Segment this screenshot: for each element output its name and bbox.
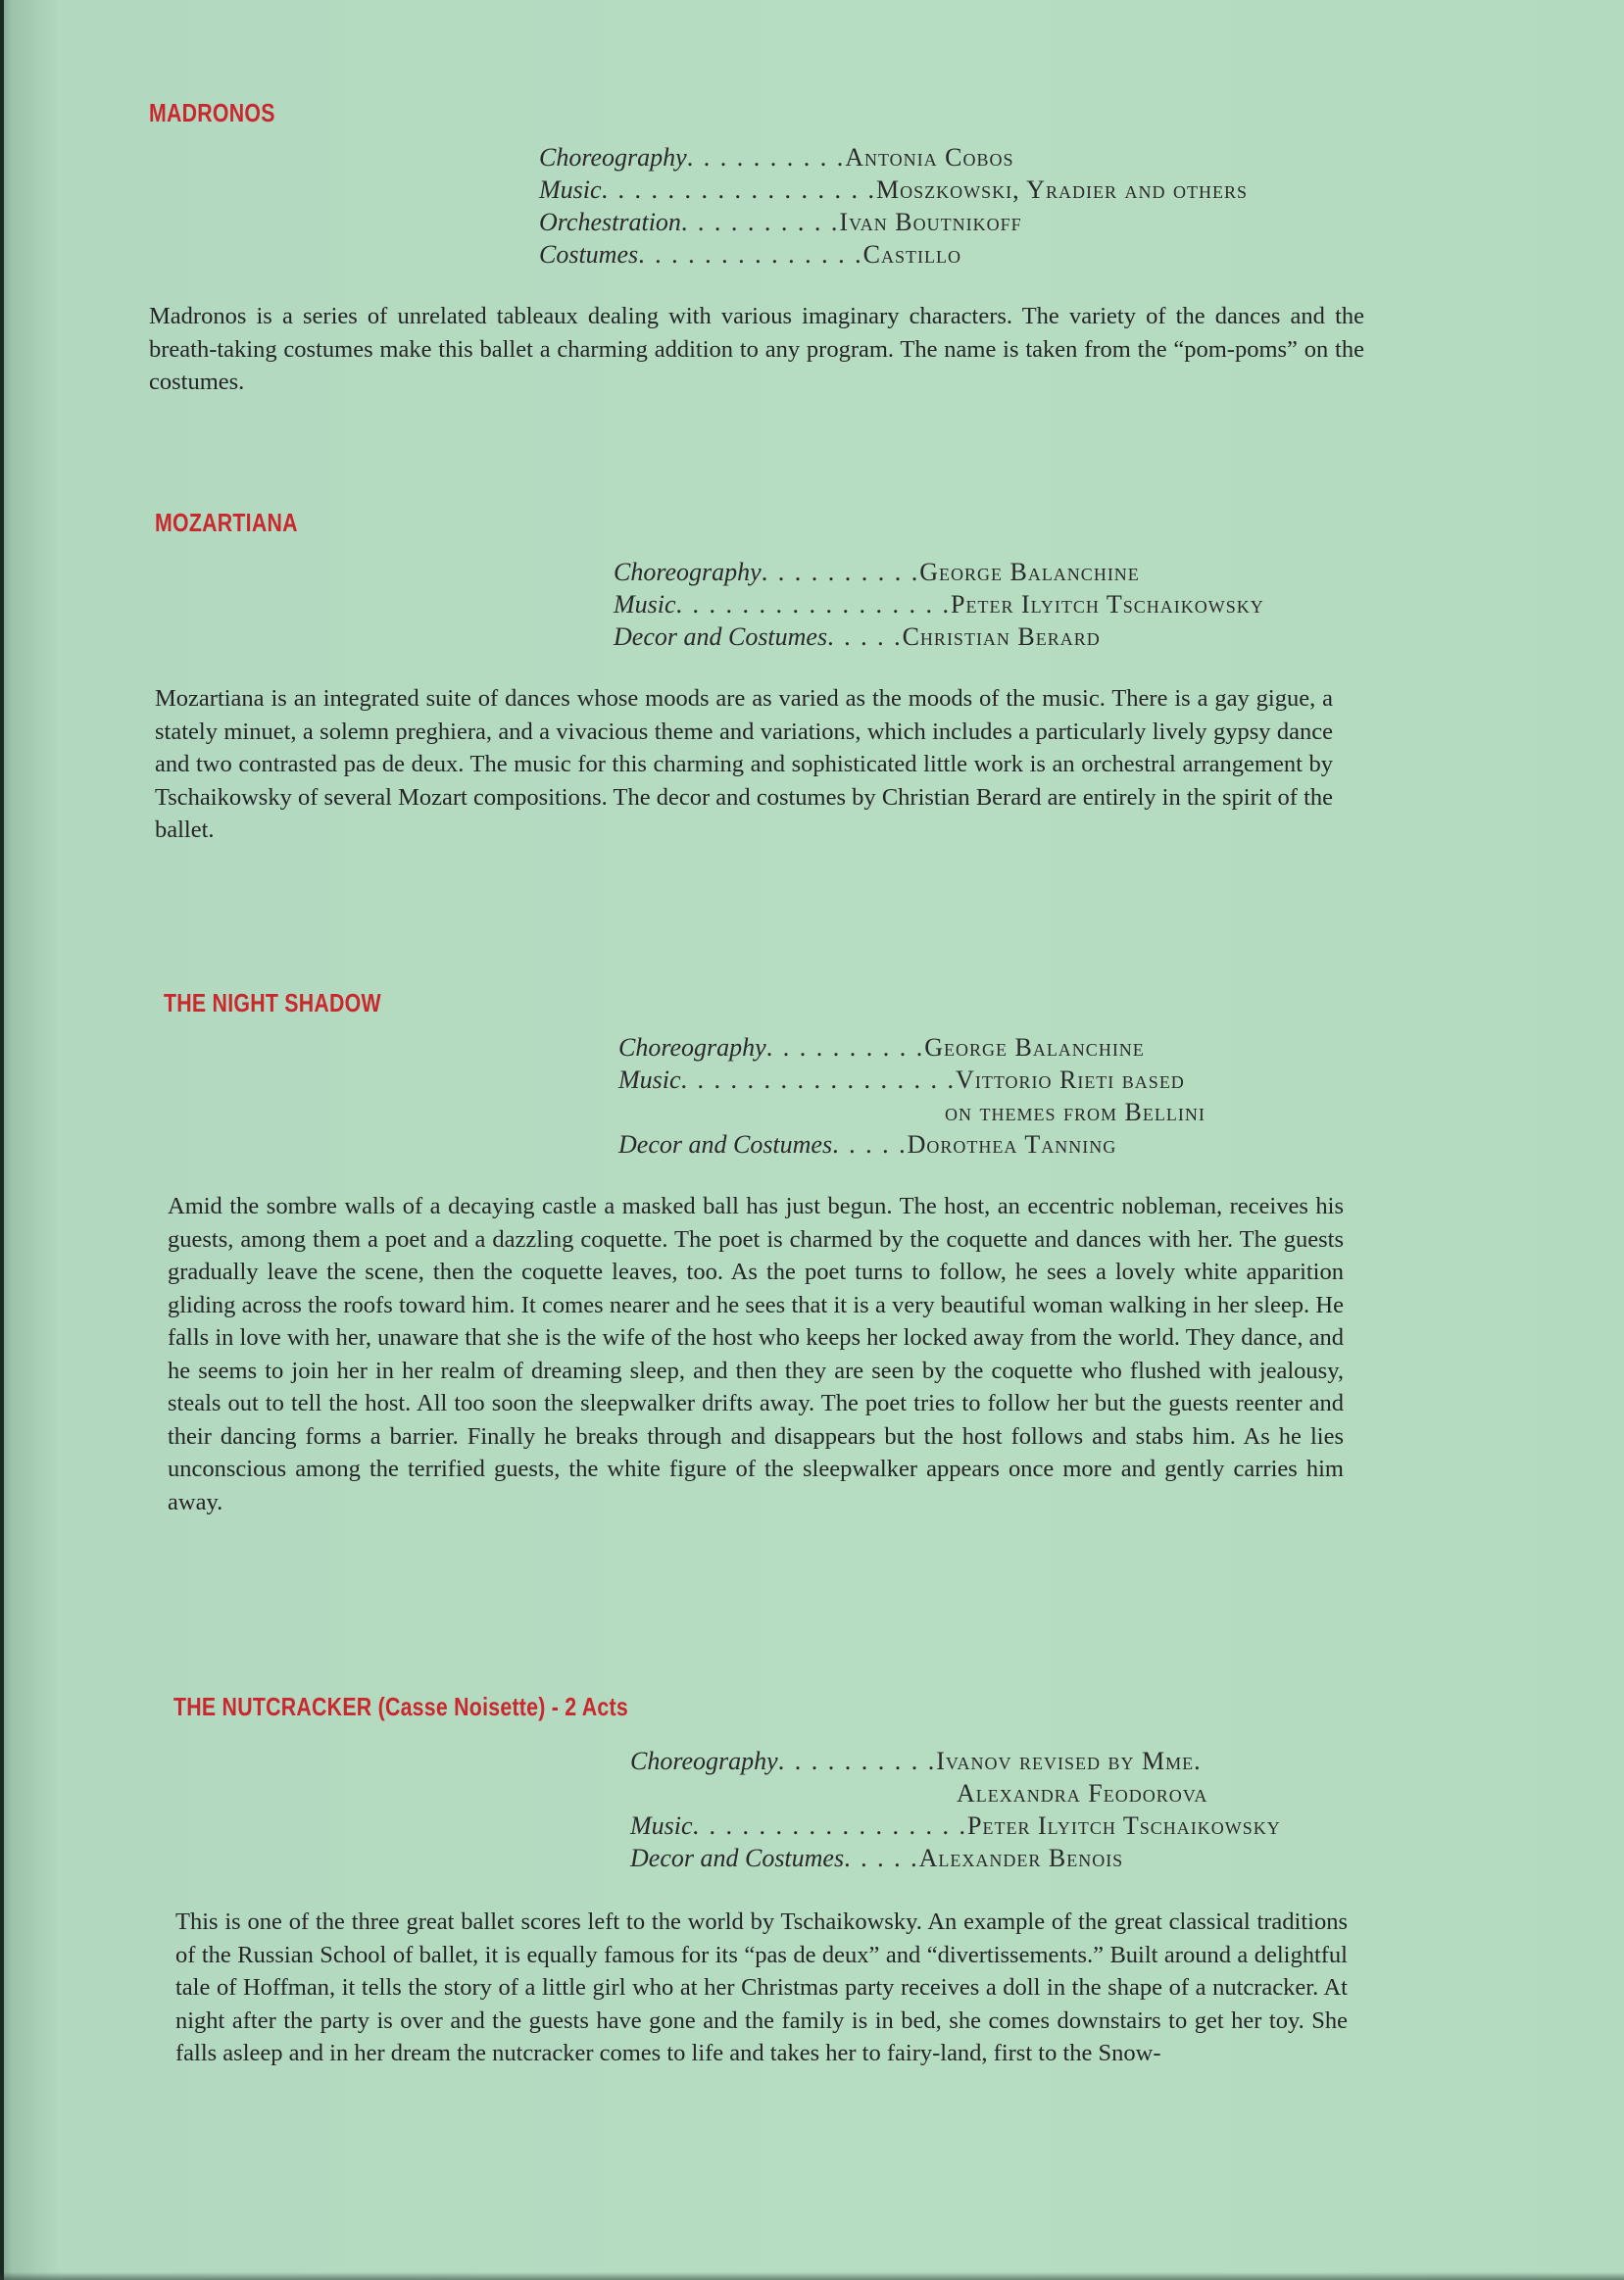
credit-name: Vittorio Rieti based — [956, 1066, 1185, 1094]
page-spine-edge — [0, 0, 4, 2280]
credit-row — [618, 1128, 1206, 1161]
dot-leader: . . . . . . . . . . — [761, 558, 920, 586]
dot-leader: . . . . . . . . . . — [686, 143, 846, 172]
dot-leader: . . . . . — [844, 1844, 919, 1872]
dot-leader: . . . . . . . . . . . . . . . . . — [601, 175, 877, 204]
dot-leader: . . . . . . . . . . . . . . — [638, 240, 863, 269]
credit-row — [614, 620, 1264, 653]
dot-leader: . . . . . . . . . . — [765, 1033, 925, 1062]
credit-name: George Balanchine — [919, 558, 1140, 586]
credit-role: Choreography — [630, 1747, 778, 1775]
credit-name: Ivan Boutnikoff — [839, 208, 1022, 236]
dot-leader: . . . . . — [832, 1130, 908, 1159]
dot-leader: . . . . . . . . . . — [680, 208, 840, 236]
credit-name: Antonia Cobos — [845, 143, 1014, 172]
credit-role: Costumes — [539, 240, 639, 269]
credit-role: Decor and Costumes — [614, 622, 828, 651]
credits-list — [630, 1745, 1281, 1874]
credit-name: Dorothea Tanning — [907, 1130, 1117, 1159]
credit-name: Ivanov revised by Mme. — [936, 1747, 1202, 1775]
credit-row — [539, 238, 1248, 271]
credit-name: Alexander Benois — [918, 1844, 1124, 1872]
section-title: MADRONOS — [149, 98, 275, 127]
credits-list — [618, 1031, 1206, 1161]
credits-list — [539, 141, 1248, 271]
credit-row-continued — [630, 1777, 1281, 1809]
credit-role: Orchestration — [539, 208, 681, 236]
credit-role: Choreography — [614, 558, 762, 586]
credit-role: Decor and Costumes — [618, 1130, 833, 1159]
dot-leader: . . . . . . . . . . . . . . . . . — [692, 1811, 968, 1840]
page-bottom-edge — [0, 2272, 1624, 2280]
credit-role: Music — [614, 590, 676, 619]
credit-row — [618, 1064, 1206, 1096]
credit-row — [614, 556, 1264, 588]
credit-name: Peter Ilyitch Tschaikowsky — [967, 1811, 1281, 1840]
credit-row — [618, 1031, 1206, 1064]
credit-role: Choreography — [618, 1033, 766, 1062]
dot-leader: . . . . . . . . . . — [777, 1747, 937, 1775]
section-title: THE NIGHT SHADOW — [164, 988, 381, 1017]
section-description: Amid the sombre walls of a decaying castle a masked ball has just begun. The host, an eccentric nobleman, receives his guests, among them a poet and a dazzling coquette. The poet is charmed by the coquette and dances with her. The guests gradually leave the scene, then the coquette leaves, too. As the poet turns to follow, he sees a lovely white apparition gliding across the roofs toward him. It comes nearer and he sees that it is a very beautiful woman walking in her sleep. He falls in love with her, unaware that she is the wife of the host who keeps her locked away from the world. They dance, and he seems to join her in her realm of dreaming sleep, and then they are seen by the coquette who flushed with jealousy, steals out to tell the host. All too soon the sleepwalker drifts away. The poet tries to follow her but the guests reenter and their dancing forms a barrier. Finally he breaks through and disappears but the host follows and stabs him. As he lies unconscious among the terrified guests, the white figure of the sleepwalker appears once more and gently carries him away. — [168, 1193, 1344, 1515]
credit-row — [630, 1745, 1281, 1777]
credit-row — [630, 1809, 1281, 1842]
credit-role: Music — [630, 1811, 693, 1840]
dot-leader: . . . . . . . . . . . . . . . . . — [675, 590, 952, 619]
credit-row — [539, 141, 1248, 173]
section-title: THE NUTCRACKER (Casse Noisette) - 2 Acts — [173, 1692, 628, 1721]
section-title: MOZARTIANA — [155, 508, 298, 537]
credit-role: Choreography — [539, 143, 687, 172]
credit-role: Music — [618, 1066, 681, 1094]
credit-name-continued: Alexandra Feodorova — [957, 1779, 1208, 1808]
dot-leader: . . . . . — [827, 622, 903, 651]
section-description: Mozartiana is an integrated suite of dances whose moods are as varied as the moods of the music. There is a gay gigue, a stately minuet, a solemn preghiera, and a vivacious theme and variations, which includes a particularly lively gypsy dance and two contrasted pas de deux. The music for this charming and sophisticated little work is an orchestral arrangement by Tschaikowsky of several Mozart compositions. The decor and costumes by Christian Berard are entirely in the spirit of the ballet. — [155, 685, 1333, 843]
section-description: This is one of the three great ballet scores left to the world by Tschaikowsky. An example of the great classical traditions of the Russian School of ballet, it is equally famous for its “pas de deux” and “divertissements.” Built around a delightful tale of Hoffman, it tells the story of a little girl who at her Christmas party receives a doll in the shape of a nutcracker. At night after the party is over and the guests have gone and the family is in bed, she comes downstairs to get her toy. She falls asleep and in her dream the nutcracker comes to life and takes her to fairy-land, first to the Snow- — [175, 1908, 1348, 2066]
credit-name: Peter Ilyitch Tschaikowsky — [951, 590, 1264, 619]
credit-row — [630, 1842, 1281, 1874]
credit-role: Decor and Costumes — [630, 1844, 845, 1872]
credit-row-continued — [618, 1096, 1206, 1128]
credit-name: Castillo — [862, 240, 961, 269]
credit-row — [539, 206, 1248, 238]
credits-list — [614, 556, 1264, 653]
credit-name: George Balanchine — [924, 1033, 1145, 1062]
section-description: Madronos is a series of unrelated tableaux dealing with various imaginary characters. The variety of the dances and the breath-taking costumes make this ballet a charming addition to any program. The name is taken from the “pom-poms” on the costumes. — [149, 303, 1364, 395]
credit-name-continued: on themes from Bellini — [945, 1098, 1206, 1126]
dot-leader: . . . . . . . . . . . . . . . . . — [680, 1066, 957, 1094]
credit-name: Moszkowski, Yradier and others — [876, 175, 1248, 204]
credit-row — [539, 173, 1248, 206]
credit-name: Christian Berard — [902, 622, 1101, 651]
credit-row — [614, 588, 1264, 620]
credit-role: Music — [539, 175, 602, 204]
